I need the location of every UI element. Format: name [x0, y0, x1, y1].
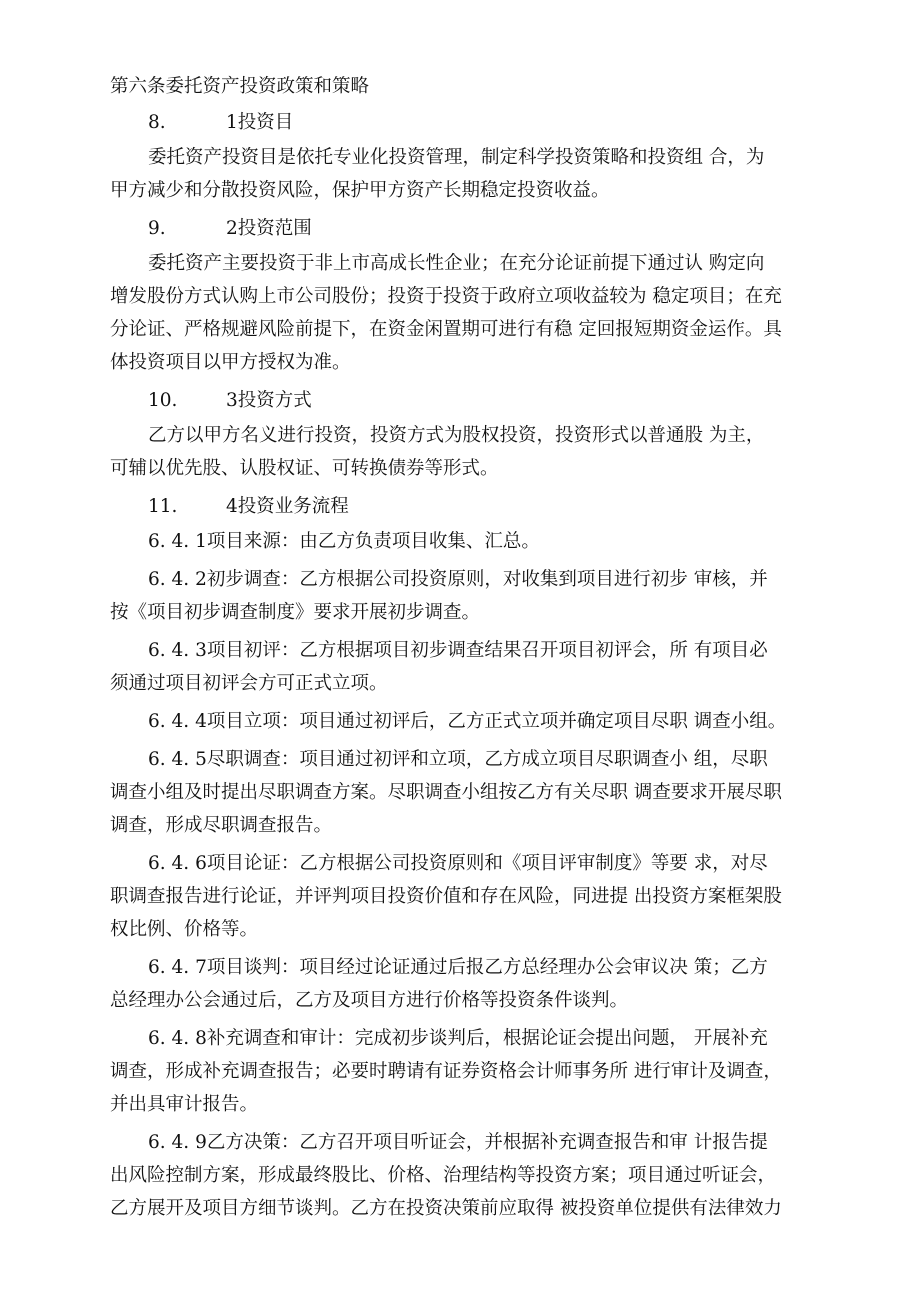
- paragraph: [110, 247, 820, 379]
- section-heading: [110, 212, 820, 245]
- paragraph-line: 权比例、价格等。: [110, 919, 259, 940]
- paragraph-line: 6. 4. 3项目初评：乙方根据项目初步调查结果召开项目初评会，所 有项目必: [148, 640, 768, 661]
- paragraph-line: 调查小组及时提出尽职调查方案。尽职调查小组按乙方有关尽职 调查要求开展尽职: [110, 782, 782, 803]
- paragraph-line: 乙方展开及项目方细节谈判。乙方在投资决策前应取得 被投资单位提供有法律效力: [110, 1198, 782, 1219]
- paragraph-line: 增发股份方式认购上市公司股份；投资于投资于政府立项收益较为 稳定项目；在充: [110, 286, 782, 307]
- paragraph: [110, 563, 820, 629]
- paragraph-line: 6. 4. 8补充调查和审计：完成初步谈判后，根据论证会提出问题， 开展补充: [148, 1028, 768, 1049]
- paragraph-line: 6. 4. 5尽职调查：项目通过初评和立项，乙方成立项目尽职调查小 组，尽职: [148, 749, 768, 770]
- paragraph-line: 出风险控制方案，形成最终股比、价格、治理结构等投资方案；项目通过听证会，: [110, 1165, 777, 1186]
- paragraph-line: 分论证、严格规避风险前提下，在资金闲置期可进行有稳 定回报短期资金运作。具: [110, 319, 782, 340]
- paragraph-line: 可辅以优先股、认股权证、可转换债券等形式。: [110, 458, 499, 479]
- section-heading-text: 1投资目: [226, 112, 294, 133]
- paragraph-line: 总经理办公会通过后，乙方及项目方进行价格等投资条件谈判。: [110, 990, 629, 1011]
- paragraph-line: 职调查报告进行论证，并评判项目投资价值和存在风险，同进提 出投资方案框架股: [110, 886, 782, 907]
- paragraph: [110, 951, 820, 1017]
- paragraph: [110, 705, 820, 738]
- paragraph-line: 委托资产主要投资于非上市高成长性企业；在充分论证前提下通过认 购定向: [148, 253, 765, 274]
- paragraph-line: 6. 4. 7项目谈判：项目经过论证通过后报乙方总经理办公会审议决 策；乙方: [148, 957, 768, 978]
- paragraph-line: 并出具审计报告。: [110, 1094, 259, 1115]
- paragraph-line: 6. 4. 4项目立项：项目通过初评后，乙方正式立项并确定项目尽职 调查小组。: [148, 711, 787, 732]
- paragraph: [110, 141, 820, 207]
- paragraph-line: 调查，形成补充调查报告；必要时聘请有证券资格会计师事务所 进行审计及调查，: [110, 1061, 782, 1082]
- paragraph-line: 6. 4. 9乙方决策：乙方召开项目听证会，并根据补充调查报告和审 计报告提: [148, 1132, 768, 1153]
- article-title: 第六条委托资产投资政策和策略: [110, 76, 370, 97]
- section-heading-text: 4投资业务流程: [226, 496, 349, 517]
- section-heading: [110, 384, 820, 417]
- paragraph: [110, 1022, 820, 1121]
- paragraph-line: 甲方减少和分散投资风险，保护甲方资产长期稳定投资收益。: [110, 180, 610, 201]
- paragraph-line: 须通过项目初评会方可正式立项。: [110, 673, 388, 694]
- paragraph-line: 调查，形成尽职调查报告。: [110, 815, 333, 836]
- paragraph-line: 委托资产投资目是依托专业化投资管理，制定科学投资策略和投资组 合，为: [148, 147, 765, 168]
- paragraph-line: 体投资项目以甲方授权为准。: [110, 352, 351, 373]
- paragraph: [110, 743, 820, 842]
- section-number: 9.: [148, 218, 166, 239]
- section-heading-text: 3投资方式: [226, 390, 312, 411]
- paragraph: [110, 847, 820, 946]
- document-page: [110, 70, 820, 1230]
- section-heading: [110, 490, 820, 523]
- section-heading: [110, 106, 820, 139]
- paragraph-line: 乙方以甲方名义进行投资，投资方式为股权投资，投资形式以普通股 为主，: [148, 425, 765, 446]
- paragraph: [110, 1126, 820, 1225]
- section-number: 8.: [148, 112, 166, 133]
- paragraph-line: 6. 4. 2初步调查：乙方根据公司投资原则，对收集到项目进行初步 审核，并: [148, 569, 768, 590]
- paragraph-line: 6. 4. 1项目来源：由乙方负责项目收集、汇总。: [148, 531, 540, 552]
- document-body: [110, 106, 820, 1225]
- paragraph: [110, 419, 820, 485]
- section-number: 10.: [148, 390, 178, 411]
- paragraph: [110, 634, 820, 700]
- paragraph: [110, 525, 820, 558]
- paragraph-line: 按《项目初步调查制度》要求开展初步调查。: [110, 602, 481, 623]
- section-heading-text: 2投资范围: [226, 218, 312, 239]
- paragraph-line: 6. 4. 6项目论证：乙方根据公司投资原则和《项目评审制度》等要 求，对尽: [148, 853, 768, 874]
- section-number: 11.: [148, 496, 178, 517]
